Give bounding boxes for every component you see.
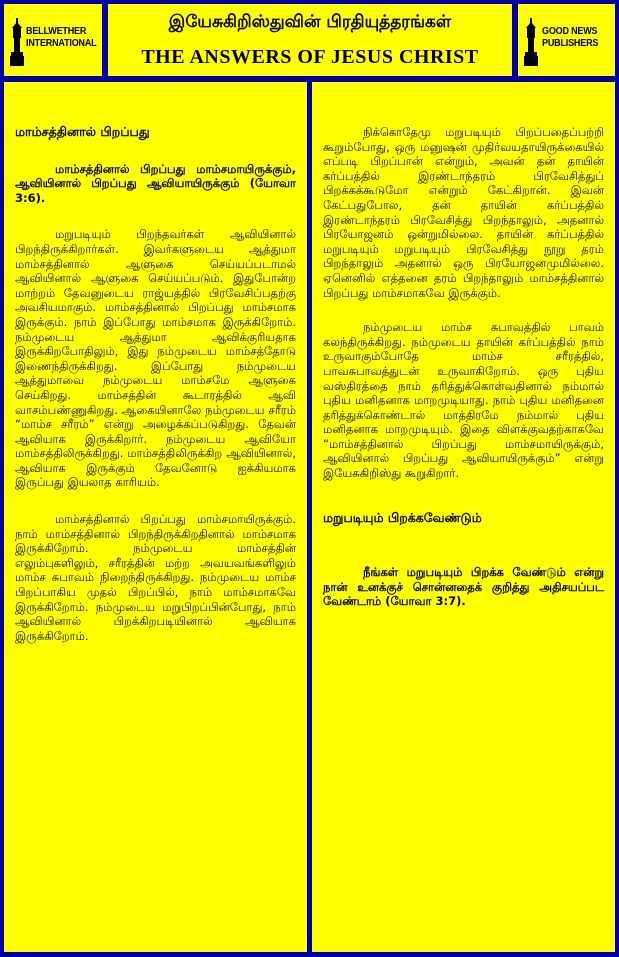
- title-panel: [108, 4, 512, 76]
- paragraph: நிக்கொதேமு மறுபடியும் பிறப்பதைப்பற்றி கூறும்போது, ஒரு மனுஷன் முதிர்வயதாயிருக்கையில் எப்படி பிறப்பான் என்றும், அவன் தன் தாயின் கர்ப்பத்தில் இரண்டாந்தரம் பிரவேசித்துப் பிறக்கக்கூடுமோ என்றும் கேட்கிறான். இவன் கேட்பதுபோல, தன் தாயின் கர்ப்பத்தில் இரண்டாந்தரம் பிரவேசித்து பிறந்தாலும், அதனால் பிரயோஜனம் ஒன்றுமில்லை. தாயின் கர்ப்பத்தில் மறுபடியும் மறுபடியும் பிரவேசித்து நூறு தரம் பிறந்தாலும் அதனால் ஒரு பிரயோஜனமுமில்லை. ஏனெனில் எத்தனை தரம் பிறந்தாலும் மாம்சத்தினால் பிறப்பது மாம்சமாகவே இருக்கும்.: [323, 125, 604, 300]
- paragraph: மறுபடியும் பிறந்தவர்கள் ஆவியினால் பிறந்திருக்கிறார்கள். இவர்களுடைய ஆத்துமா மாம்சத்தினால் ஆளுகை செய்யப்படாமல் ஆவியினால் ஆளுகை செய்யப்படும். இதுபோன்ற மாற்றம் தேவனுடைய ராஜ்யத்தில் பிரவேசிப்பதற்கு அவசியமாகும். மாம்சத்தினால் பிறப்பது மாம்சமாக இருக்கும். நாம் இப்போது மாம்சமாக இருக்கிறோம். நம்முடைய ஆத்துமா ஆவிக்குரியதாக இருக்கிறபோதிலும், இது நம்முடைய மாம்சத்தோடு இணைந்திருக்கிறது. இப்போது நம்முடைய ஆத்துமாவை நம்முடைய மாம்சமே ஆளுகை செய்கிறது. மாம்சத்தின் கூடாரத்தில் ஆவி வாசம்பண்ணுகிறது. ஆகையினாலே நம்முடைய சரீரம் “மாம்ச சரீரம்” என்று அழைக்கப்படுகிறது. தேவன் ஆவியாக இருக்கிறார். நம்முடைய ஆவியோ மாம்சத்திலிருக்கிறது. மாம்சத்திலிருக்கிற ஆவியினால், ஆவியாக இருக்கும் தேவனோடு ஐக்கியமாக இருப்பது இயலாத காரியம்.: [15, 227, 296, 490]
- paragraph: நம்முடைய மாம்ச சுபாவத்தில் பாவம் கலந்திருக்கிறது. நம்முடைய தாயின் கர்ப்பத்தில் நாம் உருவாகும்போதே மாம்ச சரீரத்தில், பாவசுபாவத்துடன் உருவாகிறோம். ஒரு புதிய வஸ்திரத்தை நாம் தரித்துக்கொள்வதினால் நம்மால் புதிய மனிதனாக மாறமுடியாது. நாம் புதிய மனிதனை தரித்துக்கொண்டால் மாத்திரமே நம்மால் புதிய மனிதனாக மாறமுடியும். இதை விளக்குவதற்காகவே “மாம்சத்தினால் பிறப்பது மாம்சமாயிருக்கும், ஆவியினால் பிறப்பது ஆவியாயிருக்கும்” என்று இயேசுகிறிஸ்து கூறுகிறார்.: [323, 320, 604, 481]
- left-column: [4, 82, 307, 952]
- tower-icon: [523, 18, 539, 68]
- verse-john-3-7: நீங்கள் மறுபடியும் பிறக்க வேண்டும் என்று நான் உனக்குச் சொன்னதைக் குறித்து அதிசயப்பட வேண்டாம் (யோவா 3:7).: [323, 565, 604, 609]
- verse-john-3-6: மாம்சத்தினால் பிறப்பது மாம்சமாயிருக்கும், ஆவியினால் பிறப்பது ஆவியாயிருக்கும் (யோவா 3:6).: [15, 161, 296, 205]
- tower-icon: [9, 18, 25, 68]
- bellwether-logo-panel: [4, 4, 102, 76]
- paragraph: மாம்சத்தினால் பிறப்பது மாம்சமாயிருக்கும். நாம் மாம்சத்தினால் பிறந்திருக்கிறதினால் மாம்சமாக இருக்கிறோம். நம்முடைய மாம்சத்தின் எலும்புகளிலும், சரீரத்தின் மற்ற அவயவங்களிலும் மாம்ச சுபாவம் நிறைந்திருக்கிறது. நம்முடைய மாம்ச பிறப்பாகிய முதல் பிறப்பில், நாம் மாம்சமாகவே இருக்கிறோம். நம்முடைய மறுபிறப்பின்போது, நாம் ஆவியினால் பிறக்கிறபடியினால் ஆவியாக இருக்கிறோம்.: [15, 512, 296, 643]
- good-news-logo-text: GOOD NEWS PUBLISHERS: [542, 26, 599, 49]
- tamil-title: இயேசுகிறிஸ்துவின் பிரதியுத்தரங்கள்: [168, 12, 452, 32]
- good-news-logo-panel: [518, 4, 615, 76]
- section-heading-flesh: மாம்சத்தினால் பிறப்பது: [15, 125, 150, 139]
- english-title: THE ANSWERS OF JESUS CHRIST: [141, 46, 479, 68]
- right-column: [312, 82, 615, 952]
- section-heading-born-again: மறுபடியும் பிறக்கவேண்டும்: [323, 509, 482, 525]
- bellwether-logo-text: BELLWETHER INTERNATIONAL: [26, 26, 97, 49]
